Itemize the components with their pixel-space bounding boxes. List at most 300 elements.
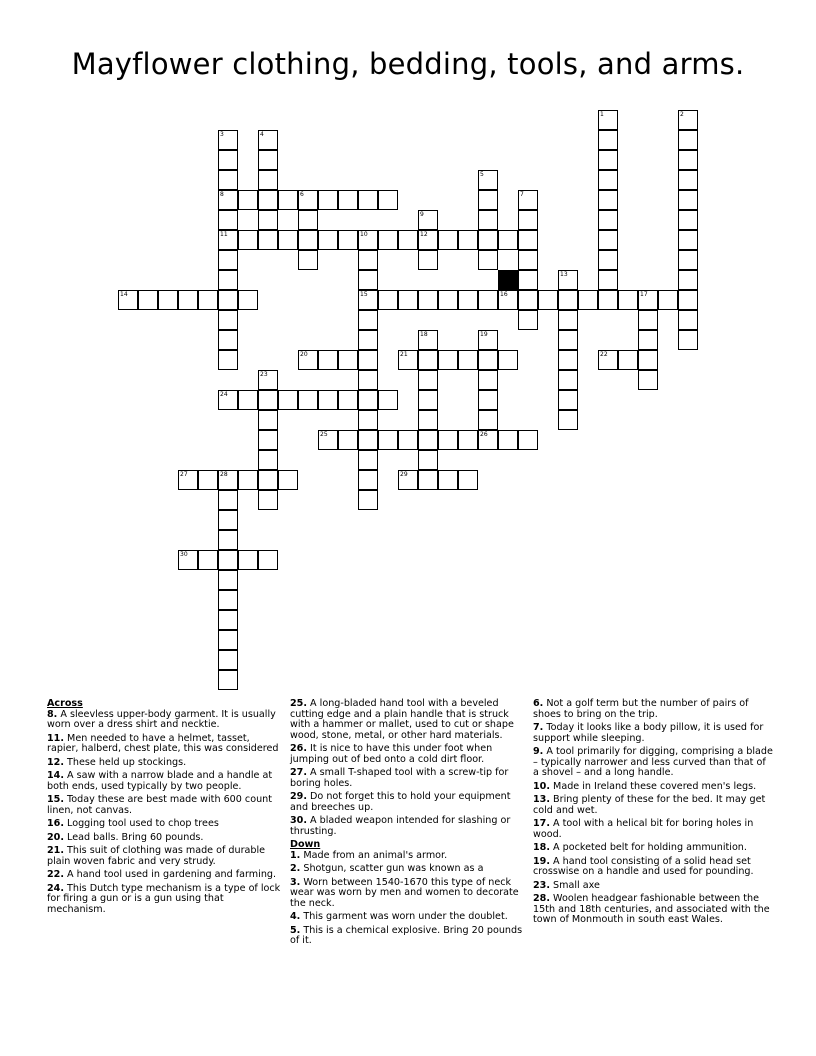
- grid-cell[interactable]: [418, 330, 438, 350]
- clue-text: This Dutch type mechanism is a type of lock for firing a gun or is a gun using that mechanism.: [47, 882, 281, 915]
- grid-cell[interactable]: [258, 230, 278, 250]
- grid-cell[interactable]: [298, 390, 318, 410]
- grid-cell[interactable]: [558, 290, 578, 310]
- grid-cell[interactable]: [238, 470, 258, 490]
- grid-cell[interactable]: [438, 290, 458, 310]
- grid-cell[interactable]: [278, 190, 298, 210]
- grid-cell[interactable]: [418, 410, 438, 430]
- grid-cell[interactable]: [378, 390, 398, 410]
- clue-text: Today these are best made with 600 count linen, not canvas.: [47, 794, 273, 816]
- grid-cell[interactable]: [258, 410, 278, 430]
- clue-item: [290, 864, 525, 875]
- grid-cell[interactable]: [418, 470, 438, 490]
- grid-cell[interactable]: [218, 650, 238, 670]
- clue-number: 28.: [533, 893, 550, 904]
- grid-cell[interactable]: [558, 350, 578, 370]
- across-heading: Across: [47, 698, 83, 709]
- grid-cell[interactable]: [238, 190, 258, 210]
- clue-item: [290, 792, 525, 813]
- clue-number: 12.: [47, 756, 64, 768]
- clue-number: 23.: [533, 879, 550, 891]
- clue-item: [47, 870, 282, 881]
- grid-cell[interactable]: [218, 150, 238, 170]
- clue-item: [290, 744, 525, 765]
- cell-number: 6: [300, 191, 304, 198]
- clue-text: Shotgun, scatter gun was known as a: [300, 863, 484, 874]
- cell-number: 15: [360, 291, 368, 298]
- clue-text: Worn between 1540-1670 this type of neck wear was worn by men and women to decorate the neck.: [290, 876, 519, 909]
- grid-cell[interactable]: [518, 250, 538, 270]
- grid-cell[interactable]: [618, 350, 638, 370]
- grid-cell[interactable]: [118, 290, 138, 310]
- grid-cell[interactable]: [558, 330, 578, 350]
- grid-cell[interactable]: [298, 210, 318, 230]
- grid-cell[interactable]: [418, 250, 438, 270]
- grid-cell[interactable]: [258, 170, 278, 190]
- grid-cell[interactable]: [378, 290, 398, 310]
- grid-cell[interactable]: [478, 390, 498, 410]
- grid-cell[interactable]: [278, 390, 298, 410]
- cell-number: 27: [180, 471, 188, 478]
- grid-cell[interactable]: [678, 170, 698, 190]
- clue-number: 7.: [533, 722, 544, 733]
- grid-cell[interactable]: [198, 550, 218, 570]
- clue-number: 4.: [290, 911, 301, 922]
- grid-cell[interactable]: [458, 350, 478, 370]
- grid-cell[interactable]: [438, 230, 458, 250]
- grid-cell[interactable]: [638, 350, 658, 370]
- cell-number: 23: [260, 371, 268, 378]
- clue-item: [47, 833, 282, 844]
- cell-number: 8: [220, 191, 224, 198]
- grid-cell[interactable]: [218, 330, 238, 350]
- cell-number: 10: [360, 231, 368, 238]
- clue-text: A pocketed belt for holding ammunition.: [550, 842, 747, 853]
- clue-item: [533, 857, 773, 878]
- grid-cell[interactable]: [558, 270, 578, 290]
- clue-number: 25.: [290, 698, 307, 709]
- clue-number: 21.: [47, 845, 64, 856]
- cell-number: 19: [480, 331, 488, 338]
- grid-cell[interactable]: [358, 190, 378, 210]
- clue-number: 15.: [47, 794, 64, 805]
- grid-cell[interactable]: [478, 250, 498, 270]
- clue-number: 18.: [533, 842, 550, 853]
- grid-cell[interactable]: [638, 310, 658, 330]
- grid-cell[interactable]: [518, 290, 538, 310]
- grid-cell[interactable]: [398, 430, 418, 450]
- grid-cell[interactable]: [298, 190, 318, 210]
- grid-cell[interactable]: [478, 350, 498, 370]
- grid-cell[interactable]: [258, 430, 278, 450]
- grid-cell[interactable]: [238, 230, 258, 250]
- grid-cell[interactable]: [238, 550, 258, 570]
- clue-number: 2.: [290, 863, 301, 874]
- clue-number: 17.: [533, 818, 550, 829]
- grid-cell[interactable]: [598, 130, 618, 150]
- clue-number: 27.: [290, 767, 307, 778]
- grid-cell[interactable]: [358, 430, 378, 450]
- grid-cell[interactable]: [358, 390, 378, 410]
- cell-number: 1: [600, 111, 604, 118]
- clue-text: A hand tool consisting of a solid head set crosswise on a handle and used for pounding.: [533, 855, 754, 877]
- grid-cell[interactable]: [478, 370, 498, 390]
- grid-cell[interactable]: [358, 290, 378, 310]
- grid-cell[interactable]: [618, 290, 638, 310]
- grid-cell[interactable]: [598, 190, 618, 210]
- grid-cell[interactable]: [398, 470, 418, 490]
- grid-cell[interactable]: [318, 430, 338, 450]
- grid-cell[interactable]: [198, 470, 218, 490]
- grid-cell[interactable]: [238, 390, 258, 410]
- grid-cell[interactable]: [258, 370, 278, 390]
- clue-text: This is a chemical explosive. Bring 20 pounds of it.: [290, 924, 523, 946]
- grid-cell[interactable]: [278, 470, 298, 490]
- clue-number: 1.: [290, 849, 301, 861]
- cell-number: 7: [520, 191, 524, 198]
- cell-number: 24: [220, 391, 228, 398]
- clue-text: Made from an animal's armor.: [300, 849, 448, 861]
- grid-cell[interactable]: [378, 430, 398, 450]
- grid-cell[interactable]: [678, 310, 698, 330]
- grid-cell[interactable]: [218, 210, 238, 230]
- grid-cell[interactable]: [478, 410, 498, 430]
- grid-cell[interactable]: [498, 430, 518, 450]
- grid-cell[interactable]: [358, 330, 378, 350]
- grid-cell[interactable]: [218, 570, 238, 590]
- grid-cell[interactable]: [678, 130, 698, 150]
- clue-number: 14.: [47, 770, 64, 781]
- grid-cell[interactable]: [438, 350, 458, 370]
- grid-cell[interactable]: [258, 470, 278, 490]
- clue-item: [533, 843, 773, 854]
- clue-item: [47, 819, 282, 830]
- clue-text: A tool primarily for digging, comprising a blade – typically narrower and less curved than that of a shovel – and a long handle.: [533, 746, 773, 778]
- grid-cell[interactable]: [318, 190, 338, 210]
- grid-cell[interactable]: [598, 210, 618, 230]
- clue-number: 16.: [47, 818, 64, 829]
- grid-cell[interactable]: [498, 230, 518, 250]
- grid-cell[interactable]: [338, 390, 358, 410]
- cell-number: 2: [680, 111, 684, 118]
- clue-item: [47, 846, 282, 867]
- clues-column-2: [290, 699, 525, 950]
- grid-cell[interactable]: [578, 290, 598, 310]
- grid-cell[interactable]: [478, 230, 498, 250]
- clue-item: [533, 881, 773, 892]
- grid-cell[interactable]: [358, 310, 378, 330]
- clue-item: [290, 926, 525, 947]
- grid-cell[interactable]: [218, 670, 238, 690]
- grid-cell[interactable]: [678, 210, 698, 230]
- grid-cell[interactable]: [558, 410, 578, 430]
- cell-number: 18: [420, 331, 428, 338]
- clue-item: [533, 747, 773, 779]
- clue-number: 30.: [290, 815, 307, 826]
- grid-cell[interactable]: [518, 430, 538, 450]
- grid-cell[interactable]: [518, 190, 538, 210]
- grid-cell[interactable]: [658, 290, 678, 310]
- clue-text: A saw with a narrow blade and a handle at both ends, used typically by two people.: [47, 770, 273, 792]
- grid-cell[interactable]: [298, 350, 318, 370]
- clue-number: 20.: [47, 831, 64, 843]
- grid-cell[interactable]: [678, 150, 698, 170]
- grid-cell[interactable]: [358, 350, 378, 370]
- grid-cell[interactable]: [218, 270, 238, 290]
- grid-cell[interactable]: [418, 390, 438, 410]
- grid-cell[interactable]: [278, 230, 298, 250]
- grid-cell[interactable]: [358, 370, 378, 390]
- grid-cell[interactable]: [598, 290, 618, 310]
- clue-item: [290, 878, 525, 910]
- grid-cell[interactable]: [138, 290, 158, 310]
- grid-cell[interactable]: [598, 230, 618, 250]
- clue-item: [290, 816, 525, 837]
- cell-number: 22: [600, 351, 608, 358]
- grid-cell[interactable]: [258, 190, 278, 210]
- clue-item: [47, 734, 282, 755]
- grid-cell[interactable]: [458, 230, 478, 250]
- cell-number: 13: [560, 271, 568, 278]
- clue-text: This garment was worn under the doublet.: [300, 911, 508, 922]
- clue-number: 11.: [47, 732, 64, 744]
- clue-item: [533, 699, 773, 720]
- grid-cell[interactable]: [298, 230, 318, 250]
- cell-number: 4: [260, 131, 264, 138]
- grid-cell[interactable]: [218, 610, 238, 630]
- grid-cell[interactable]: [378, 230, 398, 250]
- grid-cell[interactable]: [158, 290, 178, 310]
- grid-cell[interactable]: [358, 450, 378, 470]
- clue-item: [290, 912, 525, 923]
- grid-cell[interactable]: [218, 190, 238, 210]
- clue-number: 5.: [290, 924, 301, 936]
- grid-cell[interactable]: [598, 170, 618, 190]
- cell-number: 26: [480, 431, 488, 438]
- grid-cell[interactable]: [478, 210, 498, 230]
- grid-cell[interactable]: [678, 230, 698, 250]
- grid-cell[interactable]: [258, 390, 278, 410]
- clue-item: [47, 795, 282, 816]
- grid-cell[interactable]: [218, 130, 238, 150]
- grid-cell[interactable]: [418, 290, 438, 310]
- clue-text: This suit of clothing was made of durable plain woven fabric and very strudy.: [47, 845, 266, 867]
- clue-text: Logging tool used to chop trees: [64, 818, 219, 829]
- grid-cell[interactable]: [558, 310, 578, 330]
- clue-item: [533, 782, 773, 793]
- clue-number: 19.: [533, 855, 550, 867]
- grid-cell[interactable]: [598, 270, 618, 290]
- grid-cell[interactable]: [418, 450, 438, 470]
- grid-cell[interactable]: [218, 510, 238, 530]
- clue-text: Bring plenty of these for the bed. It may get cold and wet.: [533, 794, 766, 816]
- grid-cell[interactable]: [478, 290, 498, 310]
- clue-text: A sleevless upper-body garment. It is usually worn over a dress shirt and necktie.: [47, 708, 276, 730]
- grid-cell[interactable]: [338, 350, 358, 370]
- cell-number: 16: [500, 291, 508, 298]
- clue-text: A bladed weapon intended for slashing or thrusting.: [290, 815, 511, 837]
- grid-cell[interactable]: [498, 350, 518, 370]
- grid-cell[interactable]: [218, 350, 238, 370]
- grid-cell[interactable]: [678, 290, 698, 310]
- grid-cell[interactable]: [598, 350, 618, 370]
- grid-cell[interactable]: [198, 290, 218, 310]
- grid-cell[interactable]: [518, 210, 538, 230]
- clue-number: 10.: [533, 780, 550, 792]
- grid-cell[interactable]: [218, 590, 238, 610]
- grid-cell[interactable]: [338, 430, 358, 450]
- grid-cell[interactable]: [418, 210, 438, 230]
- clues-column-3: [533, 699, 773, 929]
- grid-cell[interactable]: [218, 470, 238, 490]
- grid-cell[interactable]: [518, 230, 538, 250]
- cell-number: 12: [420, 231, 428, 238]
- grid-cell[interactable]: [458, 290, 478, 310]
- grid-cell[interactable]: [218, 250, 238, 270]
- grid-cell[interactable]: [558, 370, 578, 390]
- clue-text: It is nice to have this under foot when jumping out of bed onto a cold dirt floor.: [290, 743, 493, 765]
- grid-cell[interactable]: [178, 550, 198, 570]
- grid-cell[interactable]: [218, 290, 238, 310]
- clue-item: [47, 771, 282, 792]
- clue-item: [290, 851, 525, 862]
- grid-cell[interactable]: [178, 470, 198, 490]
- clue-item: [290, 699, 525, 741]
- clue-number: 9.: [533, 746, 544, 757]
- grid-cell[interactable]: [558, 390, 578, 410]
- grid-cell[interactable]: [358, 490, 378, 510]
- grid-cell[interactable]: [638, 330, 658, 350]
- clue-number: 22.: [47, 869, 64, 880]
- grid-cell[interactable]: [458, 430, 478, 450]
- clue-item: [533, 819, 773, 840]
- grid-cell[interactable]: [678, 270, 698, 290]
- clues-column-1: [47, 699, 282, 918]
- grid-cell[interactable]: [258, 130, 278, 150]
- grid-cell[interactable]: [418, 430, 438, 450]
- grid-cell[interactable]: [338, 230, 358, 250]
- grid-cell[interactable]: [358, 230, 378, 250]
- grid-cell[interactable]: [258, 210, 278, 230]
- clue-text: Lead balls. Bring 60 pounds.: [64, 831, 204, 843]
- cell-number: 21: [400, 351, 408, 358]
- grid-cell[interactable]: [358, 270, 378, 290]
- cell-number: 11: [220, 231, 228, 238]
- grid-cell[interactable]: [218, 530, 238, 550]
- grid-cell[interactable]: [218, 630, 238, 650]
- grid-cell[interactable]: [398, 230, 418, 250]
- grid-cell[interactable]: [478, 430, 498, 450]
- clue-text: Made in Ireland these covered men's legs.: [550, 780, 757, 792]
- grid-cell[interactable]: [318, 350, 338, 370]
- grid-cell[interactable]: [598, 250, 618, 270]
- grid-cell[interactable]: [218, 310, 238, 330]
- grid-cell[interactable]: [258, 450, 278, 470]
- grid-cell[interactable]: [218, 170, 238, 190]
- grid-cell[interactable]: [258, 490, 278, 510]
- clue-item: [47, 758, 282, 769]
- clue-number: 8.: [47, 708, 58, 720]
- grid-cell[interactable]: [438, 430, 458, 450]
- grid-cell[interactable]: [678, 330, 698, 350]
- cell-number: 29: [400, 471, 408, 478]
- grid-cell[interactable]: [418, 370, 438, 390]
- grid-cell[interactable]: [218, 490, 238, 510]
- grid-cell[interactable]: [238, 290, 258, 310]
- grid-cell[interactable]: [418, 230, 438, 250]
- grid-cell[interactable]: [638, 370, 658, 390]
- clue-number: 24.: [47, 882, 64, 894]
- grid-cell[interactable]: [518, 310, 538, 330]
- clue-text: Today it looks like a body pillow, it is used for support while sleeping.: [533, 722, 764, 744]
- grid-cell[interactable]: [218, 230, 238, 250]
- grid-cell[interactable]: [478, 190, 498, 210]
- cell-number: 30: [180, 551, 188, 558]
- clue-item: [533, 723, 773, 744]
- clue-number: 29.: [290, 791, 307, 802]
- clue-item: [290, 768, 525, 789]
- cell-number: 20: [300, 351, 308, 358]
- grid-cell[interactable]: [478, 170, 498, 190]
- cell-number: 3: [220, 131, 224, 138]
- grid-cell[interactable]: [318, 230, 338, 250]
- clue-item: [47, 710, 282, 731]
- cell-number: 25: [320, 431, 328, 438]
- grid-cell[interactable]: [678, 190, 698, 210]
- grid-cell[interactable]: [378, 190, 398, 210]
- grid-cell[interactable]: [358, 250, 378, 270]
- grid-cell[interactable]: [478, 330, 498, 350]
- grid-cell[interactable]: [418, 350, 438, 370]
- cell-number: 14: [120, 291, 128, 298]
- grid-cell[interactable]: [538, 290, 558, 310]
- clue-item: [533, 795, 773, 816]
- grid-cell[interactable]: [318, 390, 338, 410]
- clue-text: A long-bladed hand tool with a beveled cutting edge and a plain handle that is struck with a hammer or mallet, used to cut or shape wood, stone, metal, or other hard materials.: [290, 698, 514, 741]
- clue-text: A tool with a helical bit for boring holes in wood.: [533, 818, 754, 840]
- grid-cell[interactable]: [258, 550, 278, 570]
- grid-black-cell: [498, 270, 518, 290]
- grid-cell[interactable]: [258, 150, 278, 170]
- clue-text: Not a golf term but the number of pairs of shoes to bring on the trip.: [533, 698, 749, 720]
- clue-number: 13.: [533, 794, 550, 805]
- clue-number: 3.: [290, 876, 301, 888]
- grid-cell[interactable]: [218, 390, 238, 410]
- grid-cell[interactable]: [638, 290, 658, 310]
- grid-cell[interactable]: [678, 250, 698, 270]
- grid-cell[interactable]: [498, 290, 518, 310]
- grid-cell[interactable]: [598, 110, 618, 130]
- grid-cell[interactable]: [358, 410, 378, 430]
- clue-item: [47, 884, 282, 916]
- grid-cell[interactable]: [178, 290, 198, 310]
- grid-cell[interactable]: [678, 110, 698, 130]
- grid-cell[interactable]: [398, 350, 418, 370]
- clue-number: 26.: [290, 743, 307, 754]
- cell-number: 9: [420, 211, 424, 218]
- grid-cell[interactable]: [358, 470, 378, 490]
- grid-cell[interactable]: [518, 270, 538, 290]
- grid-cell[interactable]: [298, 250, 318, 270]
- grid-cell[interactable]: [458, 470, 478, 490]
- grid-cell[interactable]: [338, 190, 358, 210]
- clue-number: 6.: [533, 698, 544, 709]
- grid-cell[interactable]: [598, 150, 618, 170]
- clue-text: A small T-shaped tool with a screw-tip for boring holes.: [290, 767, 509, 789]
- grid-cell[interactable]: [438, 470, 458, 490]
- grid-cell[interactable]: [218, 550, 238, 570]
- grid-cell[interactable]: [398, 290, 418, 310]
